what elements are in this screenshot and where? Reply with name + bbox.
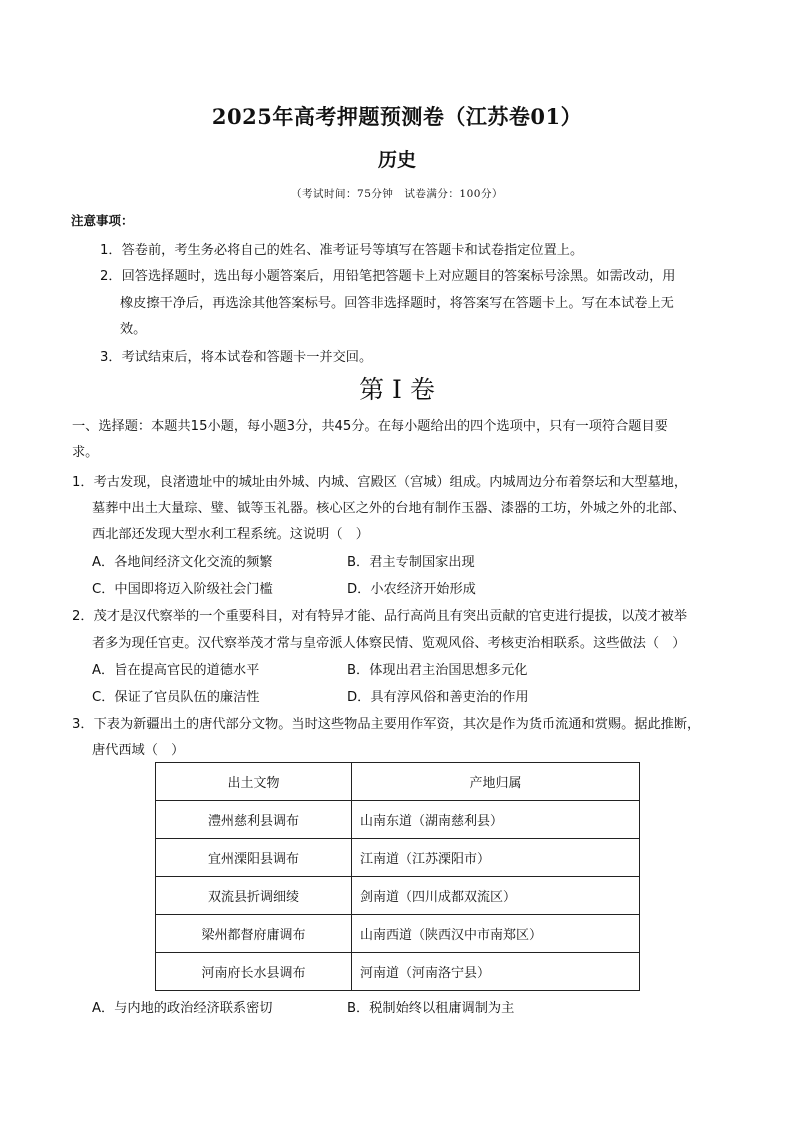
table-row [156,877,640,915]
table-row [156,801,640,839]
table-header-origin: 产地归属 [352,763,640,801]
table-cell-origin: 剑南道（四川成都双流区） [352,877,640,915]
notice-item-2-cont: 橡皮擦干净后，再选涂其他答案标号。回答非选择题时，将答案写在答题卡上。写在本试卷上无 [120,296,674,311]
notice-heading: 注意事项： [71,213,134,228]
notice-item-2: 2．回答选择题时，选出每小题答案后，用铅笔把答题卡上对应题目的答案标号涂黑。如需改动，用 [100,269,676,284]
q3-stem-line-2: 唐代西域（ ） [92,743,185,758]
q2-stem-line-2: 者多为现任官吏。汉代察举茂才常与皇帝派人体察民情、览观风俗、考核吏治相联系。这些做法（ ） [92,636,686,651]
q1-stem-line-2: 墓葬中出土大量琮、璧、钺等玉礼器。核心区之外的台地有制作玉器、漆器的工坊，外城之外的北部、 [92,501,686,516]
q2-stem-line-1: 2．茂才是汉代察举的一个重要科目，对有特异才能、品行高尚且有突出贡献的官吏进行提拔，以茂才被举 [72,609,688,624]
table-cell-artifact: 澧州慈利县调布 [156,801,352,839]
table-cell-origin: 山南东道（湖南慈利县） [352,801,640,839]
exam-info: （考试时间：75分钟 试卷满分：100分） [291,188,503,200]
q3-option-b[interactable]: B．税制始终以租庸调制为主 [347,1001,515,1016]
subject-title: 历史 [377,149,416,171]
table-header-artifact: 出土文物 [156,763,352,801]
table-cell-artifact: 宜州溧阳县调布 [156,839,352,877]
q3-option-a[interactable]: A．与内地的政治经济联系密切 [92,1001,273,1016]
notice-item-2-end: 效。 [120,322,147,337]
q2-option-a[interactable]: A．旨在提高官民的道德水平 [92,663,260,678]
table-cell-artifact: 河南府长水县调布 [156,953,352,991]
exam-title: 2025年高考押题预测卷（江苏卷01） [211,104,583,129]
q1-stem-line-3: 西北部还发现大型水利工程系统。这说明（ ） [92,527,369,542]
q2-option-b[interactable]: B．体现出君主治国思想多元化 [347,663,528,678]
table-cell-artifact: 梁州都督府庸调布 [156,915,352,953]
table-cell-artifact: 双流县折调细绫 [156,877,352,915]
table-row [156,839,640,877]
table-cell-origin: 河南道（河南洛宁县） [352,953,640,991]
q1-option-c[interactable]: C．中国即将迈入阶级社会门槛 [92,582,273,597]
q2-option-c[interactable]: C．保证了官员队伍的廉洁性 [92,690,260,705]
table-cell-origin: 山南西道（陕西汉中市南郑区） [352,915,640,953]
q1-option-d[interactable]: D．小农经济开始形成 [347,582,476,597]
table-row [156,915,640,953]
table-row [156,953,640,991]
q1-stem-line-1: 1．考古发现，良渚遗址中的城址由外城、内城、宫殿区（宫城）组成。内城周边分布着祭坛和大型墓地， [72,475,688,490]
notice-item-3: 3．考试结束后，将本试卷和答题卡一并交回。 [100,350,373,365]
table-cell-origin: 江南道（江苏溧阳市） [352,839,640,877]
table-header-row [156,763,640,801]
q1-option-b[interactable]: B．君主专制国家出现 [347,555,475,570]
q1-option-a[interactable]: A．各地间经济文化交流的频繁 [92,555,273,570]
artifact-table [155,762,640,991]
section-title: 第 I 卷 [359,375,435,404]
section-instruction: 一、选择题：本题共15小题，每小题3分，共45分。在每小题给出的四个选项中，只有一项符合题目要 [72,419,668,434]
notice-item-1: 1．答卷前，考生务必将自己的姓名、准考证号等填写在答题卡和试卷指定位置上。 [100,243,584,258]
section-instruction-cont: 求。 [72,445,99,460]
q3-stem-line-1: 3．下表为新疆出土的唐代部分文物。当时这些物品主要用作军资，其次是作为货币流通和赏赐。据此推断， [72,717,701,732]
q2-option-d[interactable]: D．具有淳风俗和善吏治的作用 [347,690,529,705]
